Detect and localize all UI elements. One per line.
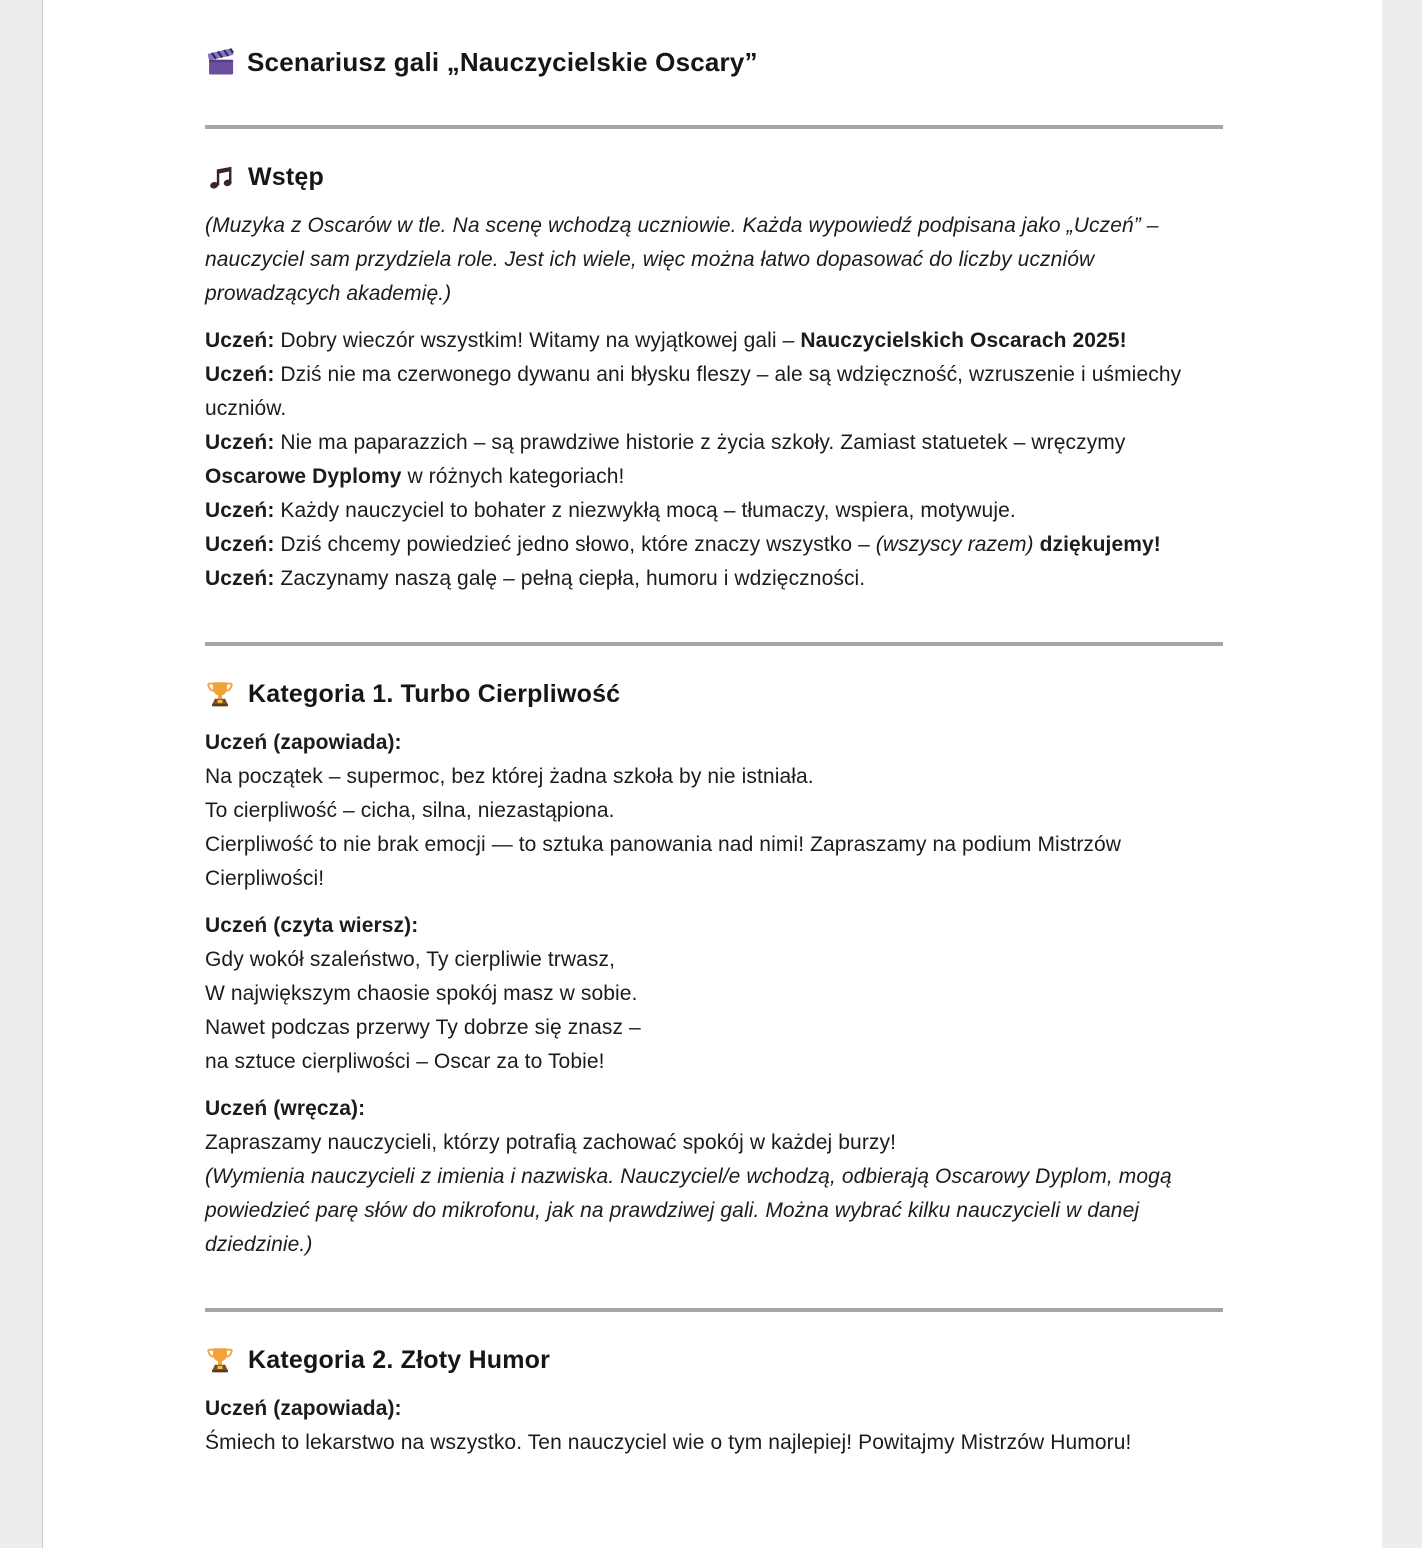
document-page [44, 0, 1382, 1557]
paragraph [205, 909, 1223, 943]
paragraph [205, 426, 1223, 494]
paragraph [205, 794, 1223, 828]
text-run: Nauczycielskich Oscarach 2025! [800, 329, 1127, 352]
heading-label: Kategoria 2. Złoty Humor [248, 1346, 551, 1374]
paragraph [205, 358, 1223, 426]
text-run: Dziś nie ma czerwonego dywanu ani błysku fleszy – ale są wdzięczność, wzruszenie i uśmiechy uczniów. [205, 363, 1182, 420]
paragraph [205, 209, 1223, 311]
text-run: Nawet podczas przerwy Ty dobrze się znasz – [205, 1016, 641, 1039]
text-run: Śmiech to lekarstwo na wszystko. Ten nauczyciel wie o tym najlepiej! Powitajmy Mistrzów Humoru! [205, 1431, 1132, 1454]
heading-label: Wstęp [248, 163, 324, 191]
section-divider [205, 642, 1223, 646]
trophy-icon [205, 1345, 235, 1375]
text-run: Uczeń: [205, 431, 275, 454]
text-run: Oscarowe Dyplomy [205, 465, 402, 488]
paragraph [205, 726, 1223, 760]
heading-label: Kategoria 1. Turbo Cierpliwość [248, 680, 621, 708]
text-run: Uczeń: [205, 329, 275, 352]
text-run: na sztuce cierpliwości – Oscar za to Tobie! [205, 1050, 605, 1073]
text-run: w różnych kategoriach! [401, 465, 625, 488]
music-notes-icon [205, 162, 235, 192]
text-block [205, 1392, 1223, 1460]
paragraph [205, 1011, 1223, 1045]
text-run: Uczeń (zapowiada): [205, 1397, 402, 1420]
text-run: Cierpliwość to nie brak emocji — to sztuka panowania nad nimi! Zapraszamy na podium Mistrzów Cierpliwości! [205, 833, 1122, 890]
text-run: W największym chaosie spokój masz w sobie. [205, 982, 638, 1005]
text-run: Uczeń: [205, 499, 275, 522]
text-block [205, 1092, 1223, 1262]
clapperboard-icon [205, 47, 236, 78]
text-run: (Muzyka z Oscarów w tle. Na scenę wchodzą uczniowie. Każda wypowiedź podpisana jako „Uczeń” – nauczyciel sam przydziela role. Jest ich wiele, więc można łatwo dopasować do liczby uczniów prowadzących akademię.) [205, 214, 1159, 305]
text-run: Dziś chcemy powiedzieć jedno słowo, które znaczy wszystko – [274, 533, 876, 556]
text-run: Gdy wokół szaleństwo, Ty cierpliwie trwasz, [205, 948, 616, 971]
text-run: Na początek – supermoc, bez której żadna szkoła by nie istniała. [205, 765, 814, 788]
section-heading [205, 160, 1223, 194]
paragraph [205, 760, 1223, 794]
text-run: (Wymienia nauczycieli z imienia i nazwiska. Nauczyciel/e wchodzą, odbierają Oscarowy Dyplom, mogą powiedzieć parę słów do mikrofonu, jak na prawdziwej gali. Można wybrać kilku nauczycieli w danej dziedzinie.) [205, 1165, 1172, 1256]
document-title [205, 45, 1223, 79]
paragraph [205, 1392, 1223, 1426]
text-block [205, 209, 1223, 311]
paragraph [205, 943, 1223, 977]
paragraph [205, 324, 1223, 358]
paragraph [205, 528, 1223, 562]
document-content [205, 45, 1223, 1460]
section-divider [205, 125, 1223, 129]
paragraph [205, 1426, 1223, 1460]
paragraph [205, 562, 1223, 596]
text-run: Uczeń (zapowiada): [205, 731, 402, 754]
text-run: Uczeń: [205, 533, 275, 556]
text-run: dziękujemy! [1039, 533, 1161, 556]
page-margin-left [0, 0, 43, 1548]
text-run: Nie ma paparazzich – są prawdziwe historie z życia szkoły. Zamiast statuetek – wręczymy [274, 431, 1126, 454]
trophy-icon [205, 679, 235, 709]
paragraph [205, 494, 1223, 528]
paragraph [205, 1126, 1223, 1160]
text-block [205, 909, 1223, 1079]
text-block [205, 726, 1223, 896]
text-block [205, 324, 1223, 596]
paragraph [205, 1160, 1223, 1262]
text-run: To cierpliwość – cicha, silna, niezastąpiona. [205, 799, 615, 822]
text-run: Dobry wieczór wszystkim! Witamy na wyjątkowej gali – [274, 329, 801, 352]
paragraph [205, 977, 1223, 1011]
text-run: Uczeń: [205, 363, 275, 386]
paragraph [205, 1045, 1223, 1079]
section-heading [205, 677, 1223, 711]
paragraph [205, 1092, 1223, 1126]
section-heading [205, 1343, 1223, 1377]
text-run: Uczeń: [205, 567, 275, 590]
text-run: (wszyscy razem) [875, 533, 1034, 556]
page-margin-right [1379, 0, 1422, 1548]
paragraph [205, 828, 1223, 896]
text-run: Każdy nauczyciel to bohater z niezwykłą mocą – tłumaczy, wspiera, motywuje. [274, 499, 1016, 522]
text-run: Uczeń (czyta wiersz): [205, 914, 419, 937]
text-run: Uczeń (wręcza): [205, 1097, 366, 1120]
text-run: Zaczynamy naszą galę – pełną ciepła, humoru i wdzięczności. [274, 567, 866, 590]
heading-label: Scenariusz gali „Nauczycielskie Oscary” [247, 47, 758, 77]
section-divider [205, 1308, 1223, 1312]
text-run: Zapraszamy nauczycieli, którzy potrafią zachować spokój w każdej burzy! [205, 1131, 897, 1154]
